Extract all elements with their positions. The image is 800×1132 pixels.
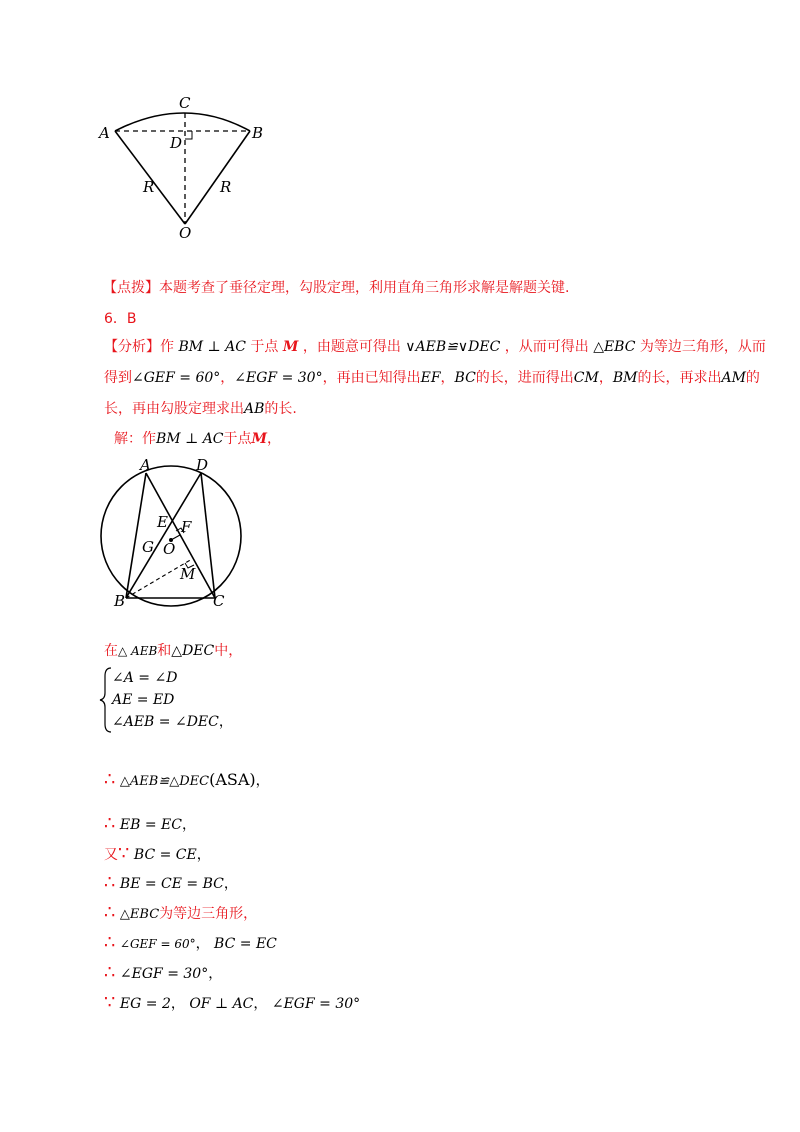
- step-1: [104, 770, 270, 792]
- therefore-symbol: ∴: [104, 872, 116, 893]
- label-e: E: [157, 513, 168, 531]
- equation-system: [112, 667, 233, 733]
- text: 为等边三角形，: [159, 906, 258, 922]
- text: ，: [267, 431, 282, 447]
- text: 的长，进而得出: [475, 370, 574, 386]
- text: 和: [157, 643, 172, 659]
- math-ef: EF: [420, 370, 441, 386]
- label-g: G: [142, 538, 154, 556]
- math-ab: AB: [244, 401, 265, 417]
- text: ，再由已知得出: [322, 370, 421, 386]
- math-of-perp-ac: OF ⊥ AC: [189, 996, 254, 1012]
- step-5: [104, 903, 257, 925]
- because-symbol: ∵: [104, 992, 116, 1013]
- math-tri-aeb: △ AEB: [118, 644, 158, 658]
- label-o: O: [163, 540, 176, 558]
- label-b: B: [252, 124, 264, 142]
- text: ，: [218, 714, 233, 730]
- math-tri-ebc: △EBC: [593, 339, 636, 355]
- step-8: [104, 993, 360, 1014]
- math-bm-perp-ac: BM ⊥ AC: [178, 339, 246, 355]
- label-f: F: [181, 518, 192, 536]
- question-6-answer: 6．B: [104, 311, 137, 327]
- math-egf-30: ∠EGF = 30°: [119, 966, 209, 982]
- math-am: AM: [721, 370, 746, 386]
- math-bm: BM: [612, 370, 638, 386]
- because-symbol: ∵: [118, 843, 130, 864]
- text: ，: [253, 996, 268, 1012]
- math-bm-perp-ac: BM ⊥ AC: [156, 431, 224, 447]
- text: ∠AEB = ∠DEC: [112, 714, 219, 730]
- therefore-symbol: ∴: [104, 932, 116, 953]
- label-d: D: [196, 456, 209, 474]
- therefore-symbol: ∴: [104, 962, 116, 983]
- step-6: [104, 933, 277, 954]
- therefore-symbol: ∴: [104, 902, 116, 923]
- text: 的长，再求出: [637, 370, 722, 386]
- math-congruent: ∨AEB≌∨DEC: [405, 339, 501, 355]
- text: ，: [255, 773, 270, 789]
- text: ，: [598, 370, 613, 386]
- math-be-ce-bc: BE = CE = BC: [119, 876, 224, 892]
- math-congruence: △AEB≌△DEC: [119, 774, 210, 789]
- step-4: [104, 873, 238, 894]
- math-gef-60: ∠GEF = 60°: [132, 370, 221, 386]
- math-bc-ce: BC = CE: [133, 847, 197, 863]
- text: ，: [181, 817, 196, 833]
- text: ，: [196, 847, 211, 863]
- label-o: O: [179, 224, 192, 242]
- equation-ae-ed: AE = ED: [112, 692, 175, 708]
- math-eg-2: EG = 2: [119, 996, 171, 1012]
- equation-angle-aeb-dec: [112, 711, 233, 733]
- label-r-right: R: [220, 178, 232, 196]
- text: ，: [440, 370, 455, 386]
- point-m: M: [282, 339, 299, 355]
- point-m: M: [251, 431, 268, 447]
- text: ，由题意可得出: [302, 339, 401, 355]
- again-text: 又: [104, 847, 118, 863]
- label-r-left: R: [143, 178, 155, 196]
- math-gef-60: ∠GEF = 60°: [119, 937, 196, 951]
- math-tri-dec: △DEC: [171, 643, 215, 659]
- text: 的长.: [264, 401, 297, 417]
- label-m: M: [180, 565, 196, 583]
- text: ，: [170, 996, 185, 1012]
- text: 得到: [104, 370, 132, 386]
- text: 中，: [214, 643, 243, 659]
- text: ，: [220, 370, 235, 386]
- label-b: B: [114, 592, 126, 610]
- math-cm: CM: [573, 370, 599, 386]
- text: 为等边三角形，从而: [639, 339, 766, 355]
- text: ，: [223, 876, 238, 892]
- label-d: D: [170, 134, 183, 152]
- label-c: C: [213, 592, 225, 610]
- math-bc-ec: BC = EC: [214, 936, 277, 952]
- text: 于点: [223, 431, 252, 447]
- therefore-symbol: ∴: [104, 769, 116, 790]
- text: 的: [745, 370, 760, 386]
- tip-text: 【点拨】本题考查了垂径定理，勾股定理，利用直角三角形求解是解题关键.: [103, 280, 570, 296]
- equation-angle-a-d: ∠A = ∠D: [112, 670, 178, 686]
- text: ，从而可得出: [504, 339, 589, 355]
- math-bc: BC: [454, 370, 476, 386]
- step-3: [104, 844, 211, 865]
- text: 解：作: [114, 431, 156, 447]
- text: 长，再由勾股定理求出: [104, 401, 244, 417]
- math-tri-ebc: △EBC: [119, 907, 160, 922]
- label-a: A: [140, 456, 151, 474]
- math-asa: (ASA): [209, 770, 256, 789]
- text: ，: [195, 936, 210, 952]
- analysis-prefix: 【分析】作: [104, 339, 174, 355]
- step-2: [104, 814, 196, 835]
- math-egf-30: ∠EGF = 30°: [234, 370, 323, 386]
- therefore-symbol: ∴: [104, 813, 116, 834]
- text: 在: [104, 643, 118, 659]
- step-7: [104, 963, 222, 984]
- label-c: C: [179, 94, 191, 112]
- text: 于点: [250, 339, 279, 355]
- math-egf-30: ∠EGF = 30°: [271, 996, 361, 1012]
- text: ，: [208, 966, 223, 982]
- label-a: A: [99, 124, 110, 142]
- math-eb-ec: EB = EC: [119, 817, 182, 833]
